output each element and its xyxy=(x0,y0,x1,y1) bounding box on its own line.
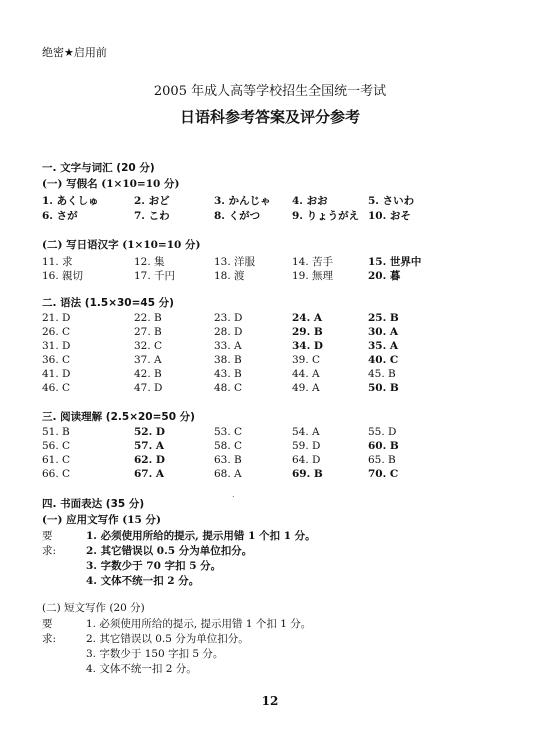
answer-row xyxy=(42,208,502,222)
answer-row xyxy=(42,454,502,468)
answer-cell: 51. B xyxy=(42,426,70,438)
answer-cell: 14. 苦手 xyxy=(292,256,334,268)
answer-row xyxy=(42,368,502,382)
answer-cell: 6. さが xyxy=(42,210,78,222)
answer-cell: 7. こわ xyxy=(134,210,170,222)
answer-cell: 15. 世界中 xyxy=(368,256,422,268)
answer-cell: 25. B xyxy=(368,312,399,324)
answer-row xyxy=(42,340,502,354)
requirement-label: 要求: xyxy=(42,530,57,557)
answer-row xyxy=(42,440,502,454)
answer-cell: 20. 暮 xyxy=(368,270,401,282)
answer-row xyxy=(42,193,502,207)
requirement-item: 2. 其它错误以 0.5 分为单位扣分。 xyxy=(86,633,249,645)
requirement-item: 1. 必须使用所给的提示, 提示用错 1 个扣 1 分。 xyxy=(86,530,316,542)
answer-cell: 32. C xyxy=(134,340,163,352)
answer-cell: 37. A xyxy=(134,354,162,366)
answer-cell: 16. 親切 xyxy=(42,270,84,282)
answer-cell: 26. C xyxy=(42,326,71,338)
answer-cell: 13. 洋服 xyxy=(214,256,256,268)
requirement-item: 1. 必须使用所给的提示, 提示用错 1 个扣 1 分。 xyxy=(86,618,312,630)
answer-cell: 55. D xyxy=(368,426,397,438)
answer-cell: 8. くがつ xyxy=(214,210,261,222)
page-number: 12 xyxy=(261,694,279,708)
answer-cell: 49. A xyxy=(292,382,320,394)
answer-cell: 61. C xyxy=(42,454,71,466)
answer-cell: 41. D xyxy=(42,368,71,380)
answer-cell: 29. B xyxy=(292,326,323,338)
answer-cell: 22. B xyxy=(134,312,162,324)
document-subtitle: 日语科参考答案及评分参考 xyxy=(179,108,360,126)
section-title-grammar: 二. 语法 (1.5×30=45 分) xyxy=(42,297,174,309)
subsection-title-kana: (一) 写假名 (1×10=10 分) xyxy=(42,178,180,190)
answer-cell: 43. B xyxy=(214,368,242,380)
answer-row xyxy=(42,382,502,396)
answer-cell: 33. A xyxy=(214,340,242,352)
answer-cell: 12. 集 xyxy=(134,256,165,268)
answer-row xyxy=(42,268,502,282)
answer-cell: 45. B xyxy=(368,368,396,380)
answer-cell: 31. D xyxy=(42,340,71,352)
answer-cell: 64. D xyxy=(292,454,321,466)
answer-cell: 38. B xyxy=(214,354,242,366)
section-title-writing: 四. 书面表达 (35 分) xyxy=(42,498,145,510)
answer-cell: 2. おど xyxy=(134,195,170,207)
answer-cell: 23. D xyxy=(214,312,243,324)
requirement-item: 4. 文体不统一扣 2 分。 xyxy=(86,575,200,587)
section-title-reading: 三. 阅读理解 (2.5×20=50 分) xyxy=(42,411,195,423)
answer-cell: 46. C xyxy=(42,382,71,394)
answer-cell: 50. B xyxy=(368,382,399,394)
answer-cell: 70. C xyxy=(368,468,399,480)
answer-cell: 47. D xyxy=(134,382,163,394)
answer-row xyxy=(42,426,502,440)
answer-row xyxy=(42,468,502,482)
answer-cell: 67. A xyxy=(134,468,165,480)
requirement-item: 3. 字数少于 150 字扣 5 分。 xyxy=(86,648,224,660)
answer-cell: 34. D xyxy=(292,340,324,352)
stray-mark: . xyxy=(232,490,235,499)
answer-cell: 5. さいわ xyxy=(368,195,415,207)
requirement-item: 2. 其它错误以 0.5 分为单位扣分。 xyxy=(86,545,253,557)
confidential-label: 绝密★启用前 xyxy=(42,46,107,59)
answer-cell: 21. D xyxy=(42,312,71,324)
answer-row xyxy=(42,326,502,340)
answer-cell: 3. かんじゃ xyxy=(214,195,271,207)
answer-cell: 19. 無理 xyxy=(292,270,334,282)
answer-cell: 54. A xyxy=(292,426,320,438)
answer-row xyxy=(42,354,502,368)
answer-cell: 36. C xyxy=(42,354,71,366)
section-title-vocabulary: 一. 文字与词汇 (20 分) xyxy=(42,162,155,174)
answer-cell: 35. A xyxy=(368,340,399,352)
answer-cell: 17. 千円 xyxy=(134,270,176,282)
answer-cell: 48. C xyxy=(214,382,243,394)
answer-row xyxy=(42,312,502,326)
answer-cell: 44. A xyxy=(292,368,320,380)
answer-cell: 24. A xyxy=(292,312,323,324)
answer-cell: 58. C xyxy=(214,440,243,452)
answer-cell: 57. A xyxy=(134,440,165,452)
subsection-title-essay: (二) 短文写作 (20 分) xyxy=(42,602,145,614)
answer-cell: 27. B xyxy=(134,326,162,338)
answer-cell: 4. おお xyxy=(292,195,328,207)
answer-cell: 18. 渡 xyxy=(214,270,245,282)
answer-cell: 59. D xyxy=(292,440,321,452)
answer-cell: 56. C xyxy=(42,440,71,452)
answer-cell: 9. りょうがえ xyxy=(292,210,360,222)
answer-cell: 28. D xyxy=(214,326,243,338)
answer-cell: 52. D xyxy=(134,426,166,438)
answer-cell: 63. B xyxy=(214,454,242,466)
answer-cell: 66. C xyxy=(42,468,71,480)
answer-cell: 40. C xyxy=(368,354,399,366)
answer-cell: 69. B xyxy=(292,468,323,480)
exam-title: 2005 年成人高等学校招生全国统一考试 xyxy=(153,84,387,99)
answer-cell: 30. A xyxy=(368,326,399,338)
answer-cell: 68. A xyxy=(214,468,242,480)
subsection-title-kanji: (二) 写日语汉字 (1×10=10 分) xyxy=(42,239,201,251)
answer-cell: 39. C xyxy=(292,354,321,366)
answer-cell: 65. B xyxy=(368,454,396,466)
answer-cell: 60. B xyxy=(368,440,399,452)
answer-cell: 62. D xyxy=(134,454,166,466)
answer-row xyxy=(42,254,502,268)
answer-cell: 1. あくしゅ xyxy=(42,195,99,207)
requirement-item: 4. 文体不统一扣 2 分。 xyxy=(86,663,197,675)
answer-cell: 11. 求 xyxy=(42,256,73,268)
requirement-label: 要求: xyxy=(42,618,57,645)
answer-cell: 42. B xyxy=(134,368,162,380)
answer-cell: 10. おそ xyxy=(368,210,411,222)
answer-cell: 53. C xyxy=(214,426,243,438)
requirement-item: 3. 字数少于 70 字扣 5 分。 xyxy=(86,560,222,572)
subsection-title-practical-writing: (一) 应用文写作 (15 分) xyxy=(42,514,161,526)
